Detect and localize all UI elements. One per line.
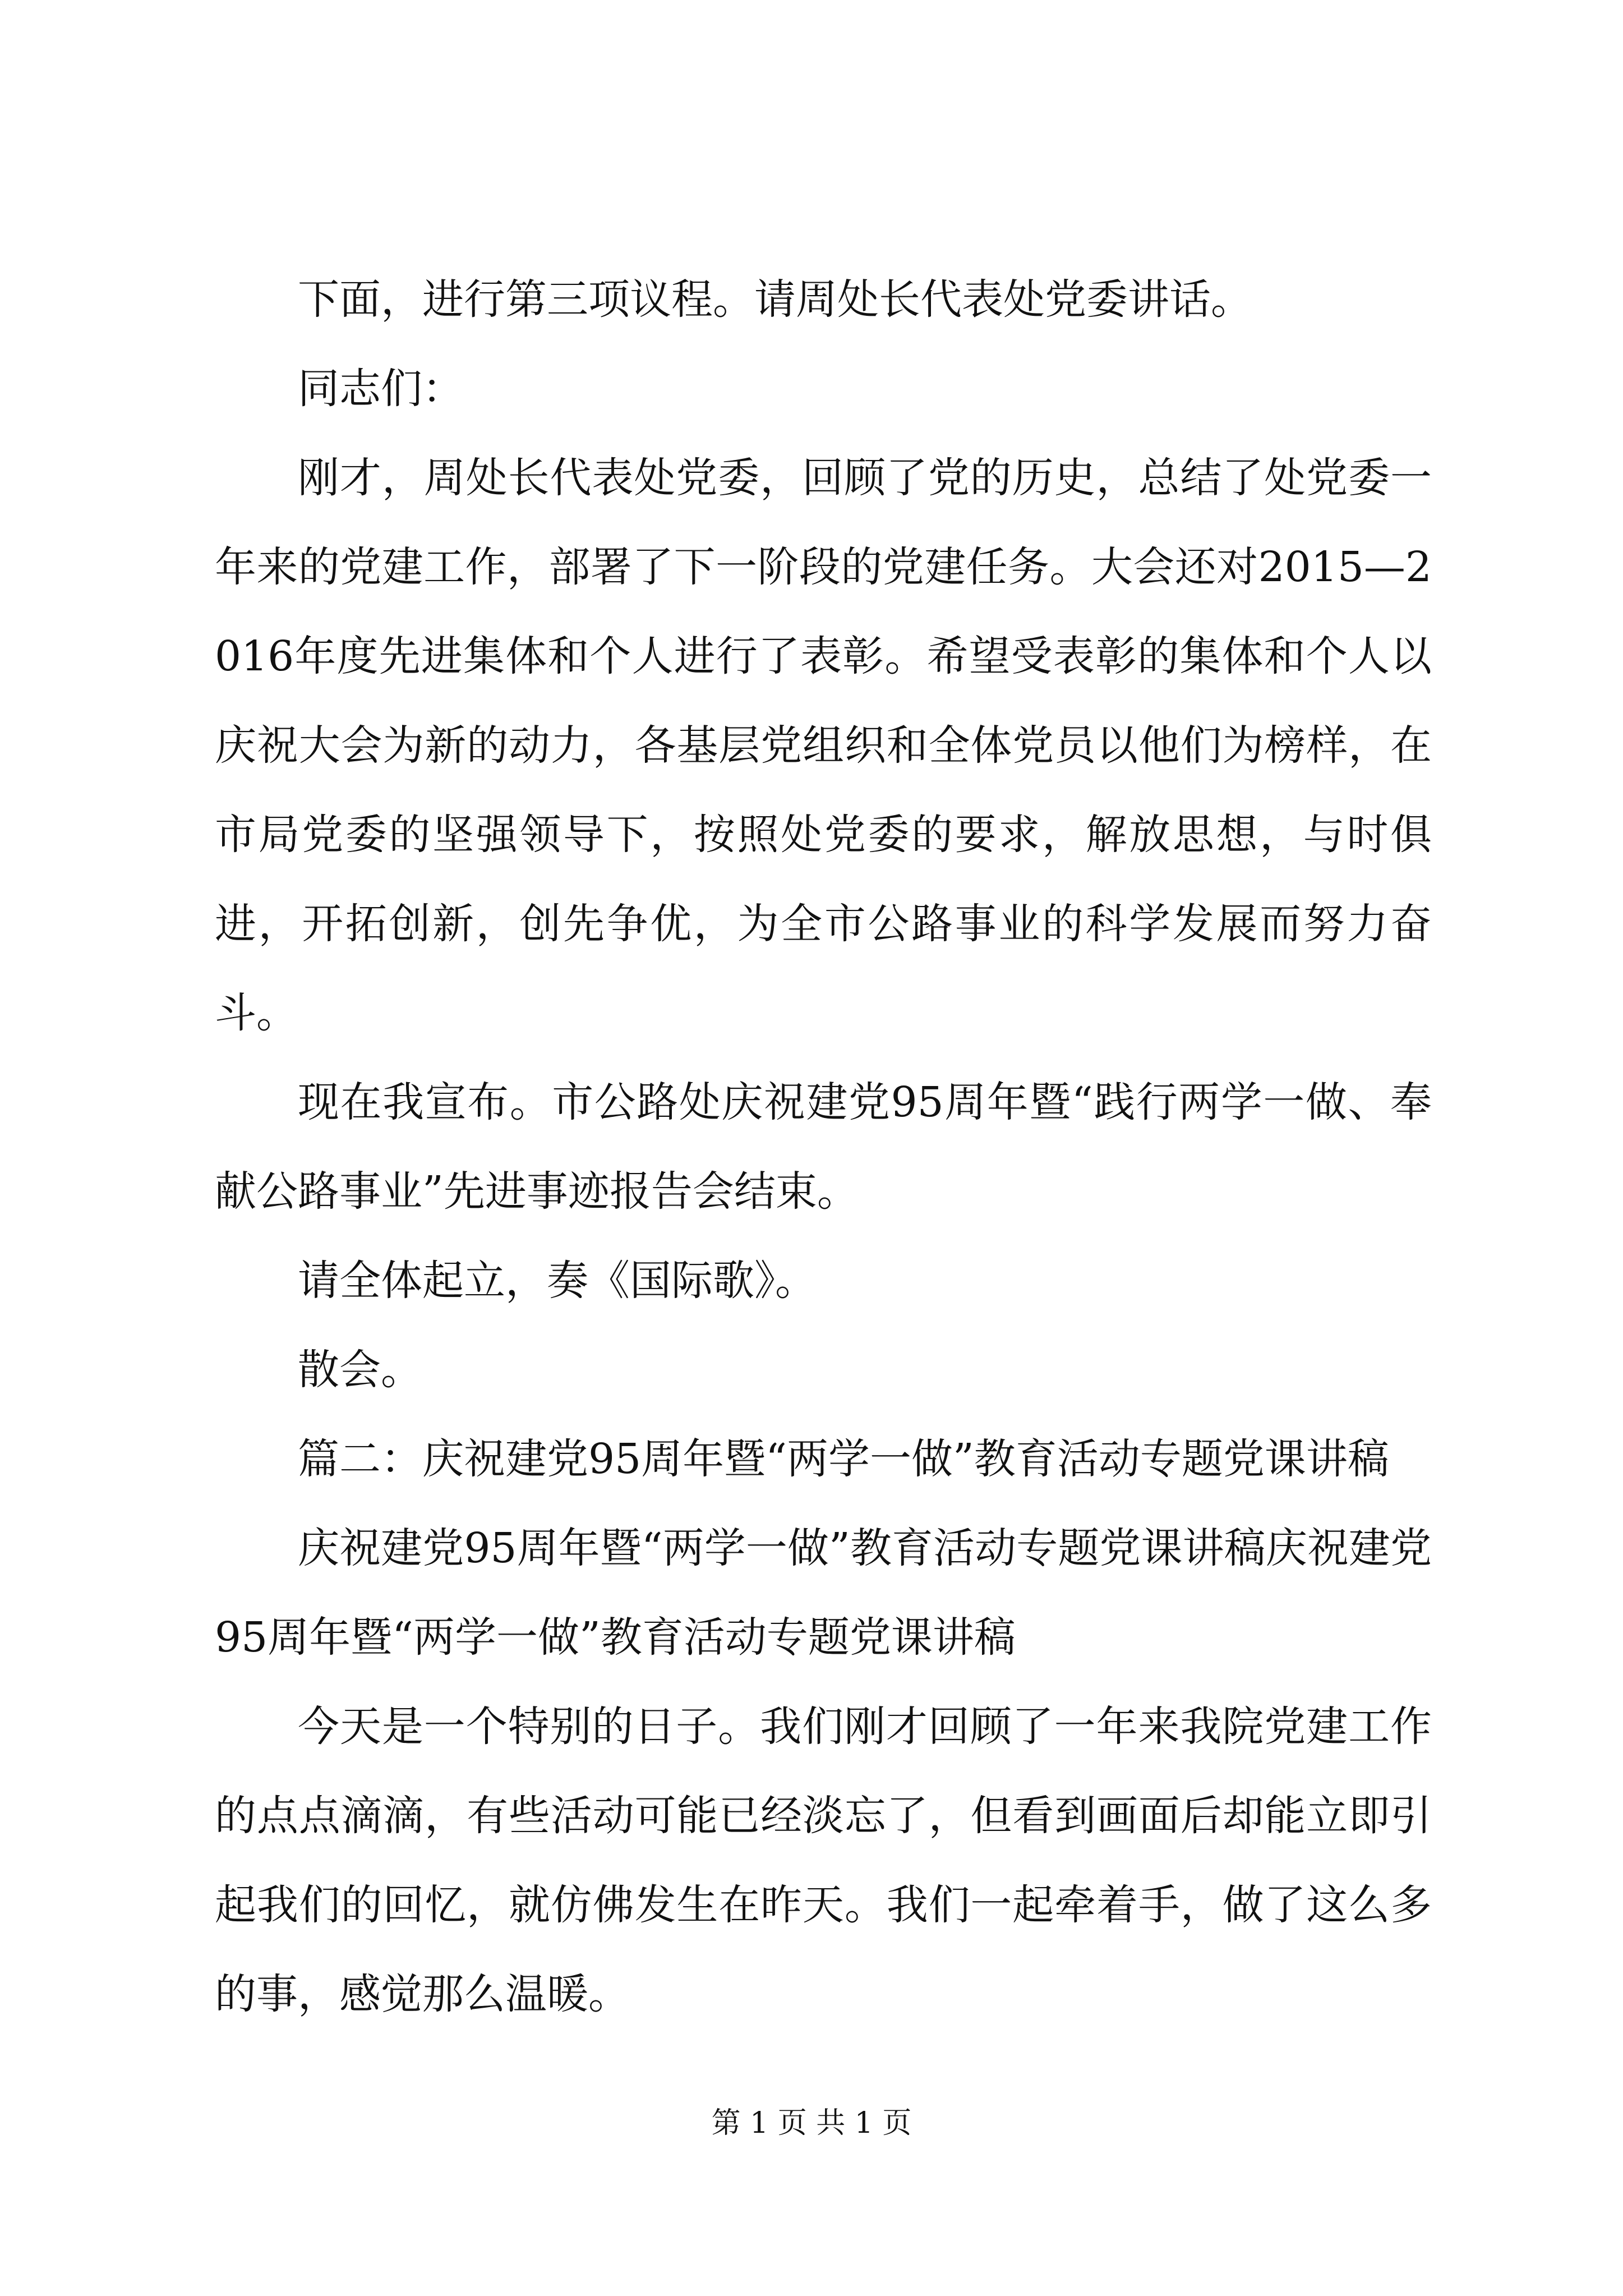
paragraph-summary: 刚才，周处长代表处党委，回顾了党的历史，总结了处党委一年来的党建工作，部署了下一阶段的党建任务。大会还对2015—2016年度先进集体和个人进行了表彰。希望受表彰的集体和个人以庆祝大会为新的动力，各基层党组织和全体党员以他们为榜样，在市局党委的坚强领导下，按照处党委的要求，解放思想，与时俱进，开拓创新，创先争优，为全市公路事业的科学发展而努力奋斗。 <box>215 454 1432 1037</box>
paragraph-salutation: 同志们： <box>298 365 464 413</box>
paragraph-anthem: 请全体起立，奏《国际歌》。 <box>298 1257 817 1305</box>
paragraph-agenda: 下面，进行第三项议程。请周处长代表处党委讲话。 <box>298 275 1252 324</box>
document-body <box>215 255 1432 2039</box>
page-number-footer: 第 1 页 共 1 页 <box>711 2106 912 2140</box>
paragraph-announcement: 现在我宣布。市公路处庆祝建党95周年暨“践行两学一做、奉献公路事业”先进事迹报告会结束。 <box>215 1078 1432 1216</box>
paragraph-lecture-title: 庆祝建党95周年暨“两学一做”教育活动专题党课讲稿庆祝建党95周年暨“两学一做”教育活动专题党课讲稿 <box>215 1524 1432 1662</box>
paragraph-adjourn: 散会。 <box>298 1346 422 1394</box>
paragraph-lecture-opening: 今天是一个特别的日子。我们刚才回顾了一年来我院党建工作的点点滴滴，有些活动可能已经淡忘了，但看到画面后却能立即引起我们的回忆，就仿佛发生在昨天。我们一起牵着手，做了这么多的事，感觉那么温暖。 <box>215 1703 1432 2018</box>
section-heading: 篇二：庆祝建党95周年暨“两学一做”教育活动专题党课讲稿 <box>298 1435 1389 1483</box>
